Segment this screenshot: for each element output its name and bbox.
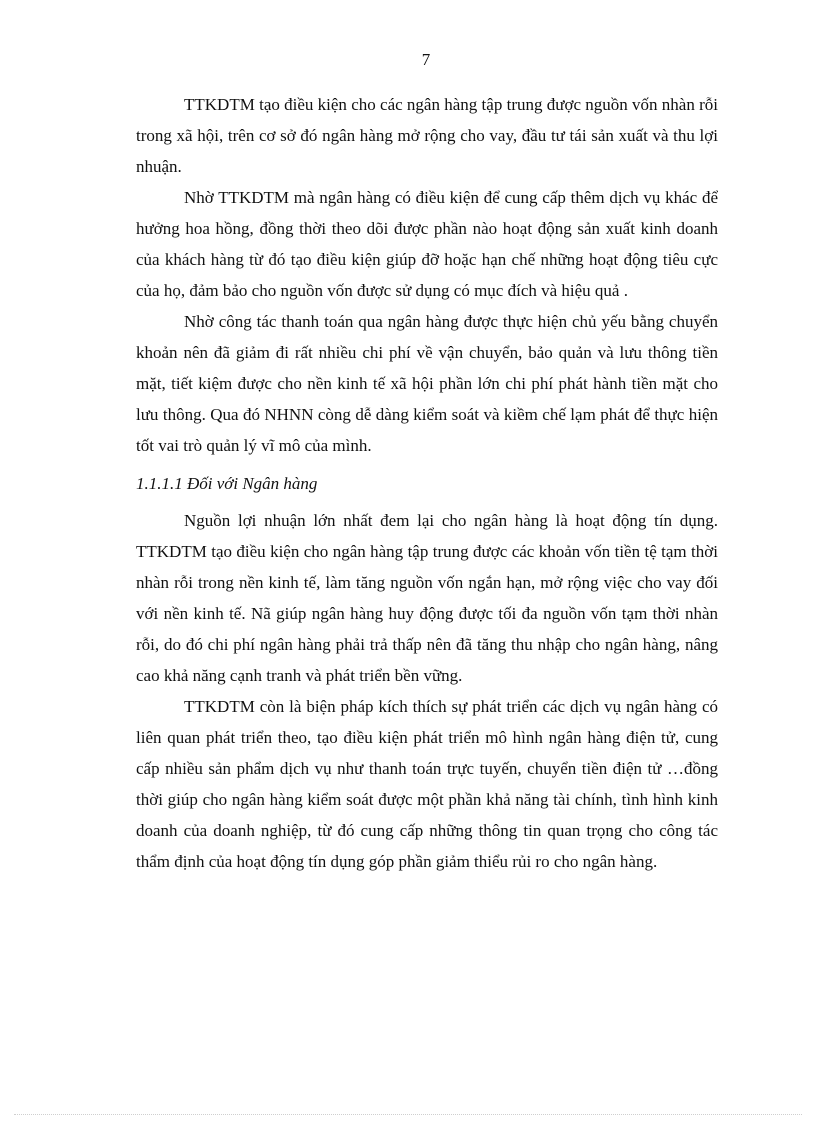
paragraph: TTKDTM tạo điều kiện cho các ngân hàng tập trung được nguồn vốn nhàn rỗi trong xã hội, trên cơ sở đó ngân hàng mở rộng cho vay, đầu tư tái sản xuất và thu lợi nhuận.	[136, 95, 718, 176]
section-heading: 1.1.1.1 Đối với Ngân hàng	[136, 474, 318, 493]
paragraph: Nhờ công tác thanh toán qua ngân hàng được thực hiện chủ yếu bằng chuyển khoản nên đã giảm đi rất nhiều chi phí về vận chuyển, bảo quản và lưu thông tiền mặt, tiết kiệm được cho nền kinh tế xã hội phần lớn chi phí phát hành tiền mặt cho lưu thông. Qua đó NHNN còng dễ dàng kiểm soát và kiềm chế lạm phát để thực hiện tốt vai trò quản lý vĩ mô của mình.	[136, 312, 718, 455]
paragraph: Nhờ TTKDTM mà ngân hàng có điều kiện để cung cấp thêm dịch vụ khác để hưởng hoa hồng, đồng thời theo dõi được phần nào hoạt động sản xuất kinh doanh của khách hàng từ đó tạo điều kiện giúp đỡ hoặc hạn chế những hoạt động tiêu cực của họ, đảm bảo cho nguồn vốn được sử dụng có mục đích và hiệu quả .	[136, 188, 718, 300]
paragraph: Nguồn lợi nhuận lớn nhất đem lại cho ngân hàng là hoạt động tín dụng. TTKDTM tạo điều kiện cho ngân hàng tập trung được các khoản vốn tiền tệ tạm thời nhàn rỗi trong nền kinh tế, làm tăng nguồn vốn ngắn hạn, mở rộng việc cho vay đối với nền kinh tế. Nã giúp ngân hàng huy động được tối đa nguồn vốn tạm thời nhàn rỗi, do đó chi phí ngân hàng phải trả thấp nên đã tăng thu nhập cho ngân hàng, nâng cao khả năng cạnh tranh và phát triển bền vững.	[136, 511, 718, 685]
paragraph: TTKDTM còn là biện pháp kích thích sự phát triển các dịch vụ ngân hàng có liên quan phát triển theo, tạo điều kiện phát triển mô hình ngân hàng điện tử, cung cấp nhiều sản phẩm dịch vụ như thanh toán trực tuyến, chuyển tiền điện tử …đồng thời giúp cho ngân hàng kiểm soát được một phần khả năng tài chính, tình hình kinh doanh của doanh nghiệp, từ đó cung cấp những thông tin quan trọng cho công tác thẩm định của hoạt động tín dụng góp phần giảm thiểu rủi ro cho ngân hàng.	[136, 697, 718, 871]
page-bottom-divider	[14, 1114, 802, 1115]
page-number: 7	[421, 50, 431, 69]
document-body	[136, 89, 718, 877]
